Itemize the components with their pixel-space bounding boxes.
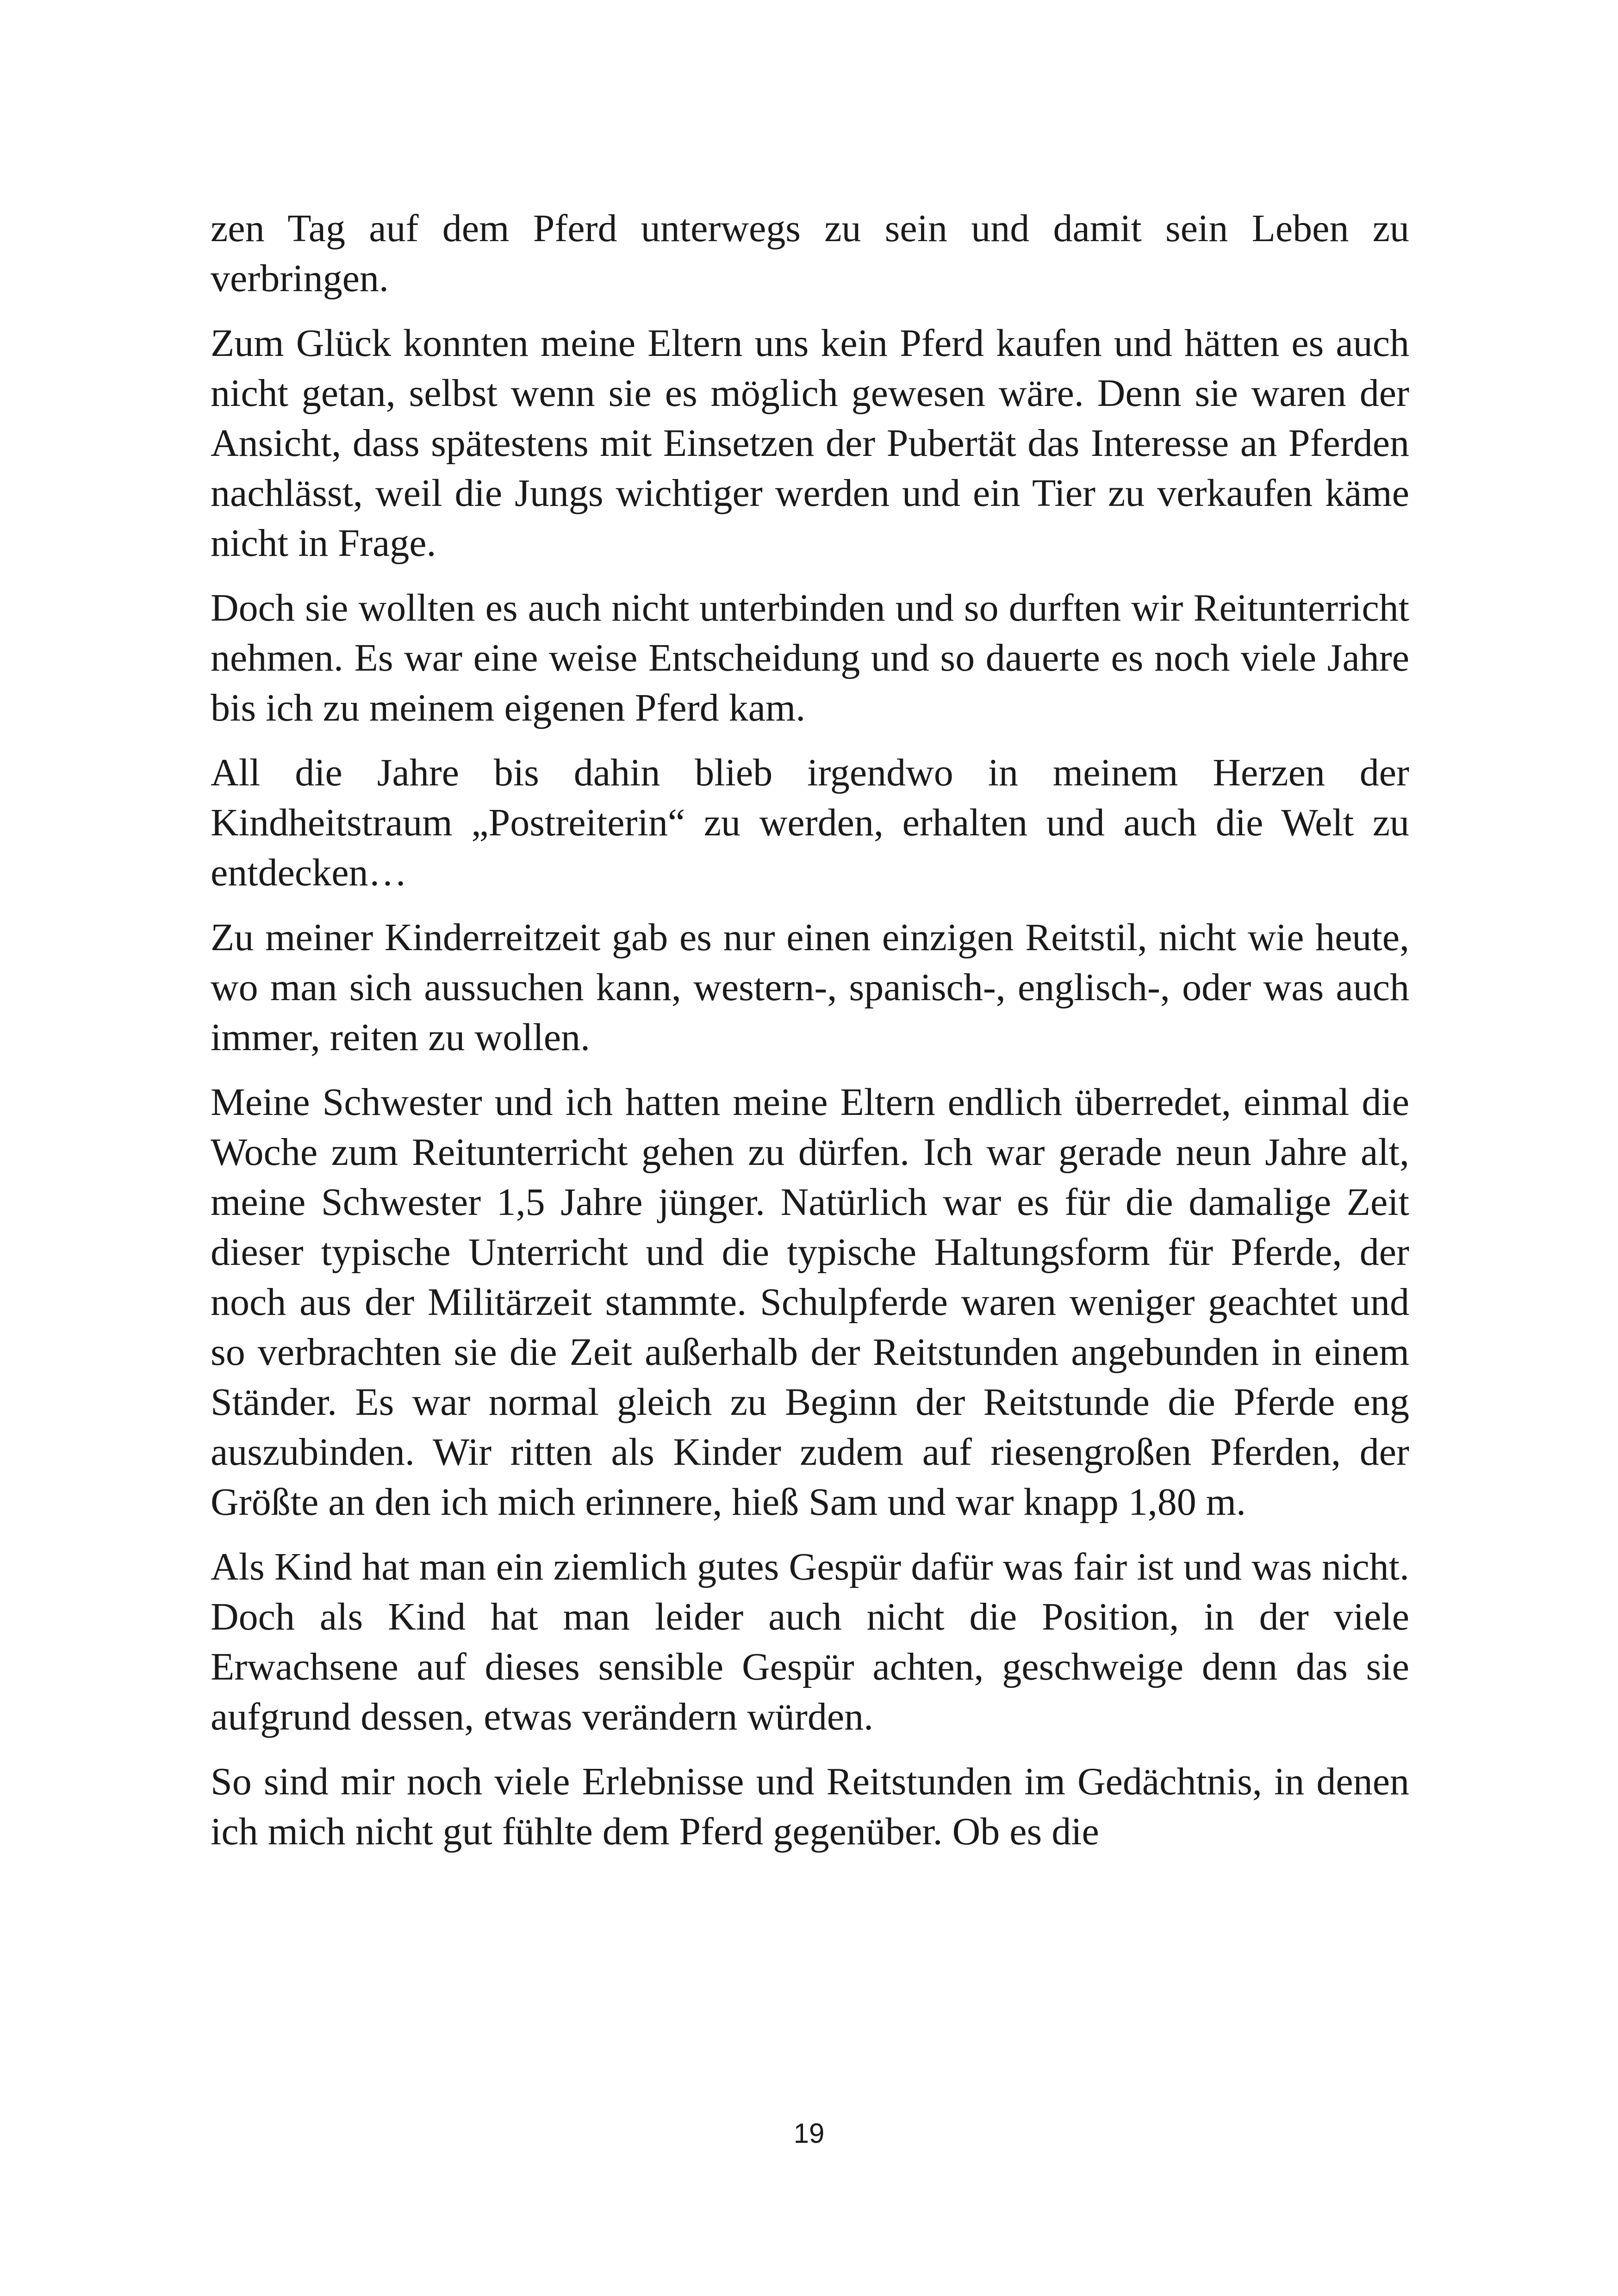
- paragraph-5: Zu meiner Kinderreitzeit gab es nur einen einzigen Reitstil, nicht wie heute, wo man sich aussuchen kann, western-, spanisch-, englisch-, oder was auch immer, reiten zu wollen.: [211, 916, 1409, 1059]
- paragraph-2: Zum Glück konnten meine Eltern uns kein Pferd kaufen und hätten es auch nicht getan, selbst wenn sie es möglich gewesen wäre. Denn sie waren der Ansicht, dass spätestens mit Einsetzen der Pubertät das Interesse an Pferden nachlässt, weil die Jungs wichtiger werden und ein Tier zu verkaufen käme nicht in Frage.: [211, 322, 1409, 565]
- paragraph-1: zen Tag auf dem Pferd unterwegs zu sein und damit sein Leben zu verbringen.: [211, 207, 1409, 300]
- body-text: [211, 204, 1409, 1872]
- paragraph-4: All die Jahre bis dahin blieb irgendwo in meinem Herzen der Kindheitstraum „Postreiterin“ zu werden, erhalten und auch die Welt zu entdecken…: [211, 751, 1409, 894]
- paragraph-8: So sind mir noch viele Erlebnisse und Reitstunden im Gedächtnis, in denen ich mich nicht gut fühlte dem Pferd gegenüber. Ob es die: [211, 1760, 1409, 1853]
- paragraph-3: Doch sie wollten es auch nicht unterbinden und so durften wir Reitunterricht nehmen. Es war eine weise Entscheidung und so dauerte es noch viele Jahre bis ich zu meinem eigenen Pferd kam.: [211, 586, 1409, 729]
- page-number: 19: [793, 2118, 825, 2149]
- paragraph-6: Meine Schwester und ich hatten meine Eltern endlich überredet, einmal die Woche zum Reitunterricht gehen zu dürfen. Ich war gerade neun Jahre alt, meine Schwester 1,5 Jahre jünger. Natürlich war es für die damalige Zeit dieser typische Unterricht und die typische Haltungsform für Pferde, der noch aus der Militärzeit stammte. Schulpferde waren weniger geachtet und so verbrachten sie die Zeit außerhalb der Reitstunden angebunden in einem Ständer. Es war normal gleich zu Beginn der Reitstunde die Pferde eng auszubinden. Wir ritten als Kinder zudem auf riesengroßen Pferden, der Größte an den ich mich erinnere, hieß Sam und war knapp 1,80 m.: [211, 1081, 1409, 1524]
- paragraph-7: Als Kind hat man ein ziemlich gutes Gespür dafür was fair ist und was nicht. Doch als Kind hat man leider auch nicht die Position, in der viele Erwachsene auf dieses sensible Gespür achten, geschweige denn das sie aufgrund dessen, etwas verändern würden.: [211, 1545, 1409, 1738]
